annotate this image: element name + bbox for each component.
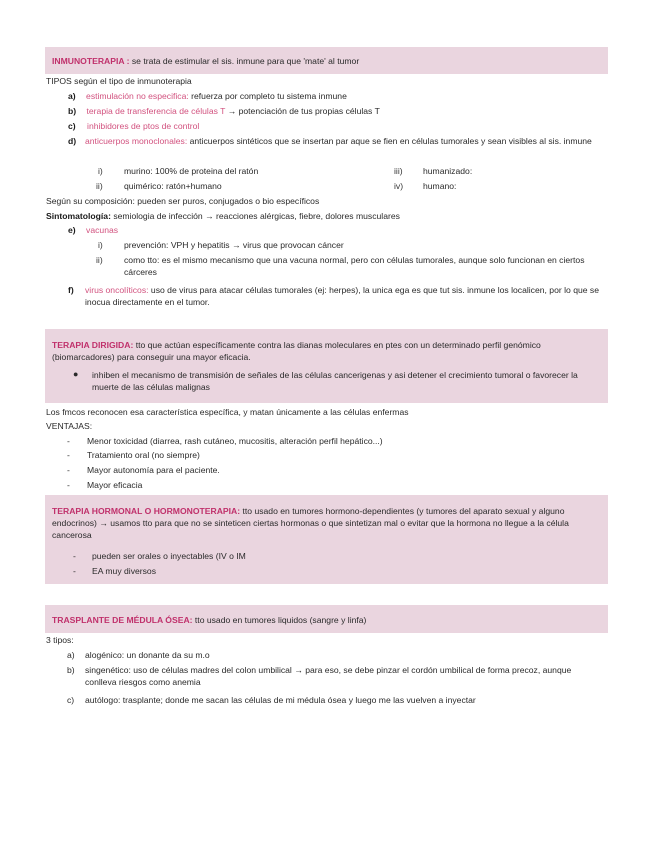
anticuerpo-ii-marker: ii)	[96, 181, 103, 191]
item-label: terapia de transferencia de células T	[86, 106, 226, 116]
ventaja-dash: -	[67, 436, 70, 446]
anticuerpo-iii-marker: iii)	[394, 166, 403, 176]
list-marker: a)	[68, 91, 76, 101]
inmuno-item-d	[85, 135, 605, 147]
vacuna-ii-marker: ii)	[96, 255, 103, 265]
inmuno-item-c	[68, 120, 199, 132]
virus-marker: f)	[68, 285, 74, 295]
item-text: uso de virus para atacar células tumorales (ej: herpes), la unica ega es que tut sis. inmune los localicen, por lo que se inocua directamente en el tumor.	[85, 285, 599, 307]
virus-item	[85, 284, 605, 308]
hormonal-dash: -	[73, 551, 76, 561]
sinto-text: semiologia de infección → reacciones alérgicas, fiebre, dolores musculares	[110, 211, 400, 221]
trasplante-title: TRASPLANTE DE MÉDULA ÓSEA:	[52, 615, 193, 625]
ventaja-dash: -	[67, 465, 70, 475]
ventaja-item: Mayor eficacia	[87, 480, 143, 490]
anticuerpo-i: murino: 100% de proteina del ratón	[124, 166, 259, 176]
trasplante-item-a-marker: a)	[67, 650, 75, 660]
anticuerpo-iv: humano:	[423, 181, 457, 191]
inmuno-tipos-heading: TIPOS según el tipo de inmunoterapia	[46, 76, 192, 86]
hormonal-header	[52, 505, 607, 541]
inmuno-item-b	[68, 105, 380, 117]
item-label: anticuerpos monoclonales:	[85, 136, 188, 146]
dirigida-header	[52, 339, 602, 363]
ventaja-item: Mayor autonomía para el paciente.	[87, 465, 220, 475]
list-marker: c)	[68, 121, 76, 131]
hormonal-item: EA muy diversos	[92, 566, 156, 576]
item-label: estimulación no especifica:	[86, 91, 189, 101]
ventaja-dash: -	[67, 450, 70, 460]
anticuerpo-iv-marker: iv)	[394, 181, 404, 191]
ventaja-dash: -	[67, 480, 70, 490]
item-text: → potenciación de tus propias células T	[225, 106, 380, 116]
trasplante-item-b: singenético: uso de células madres del colon umbilical → para eso, se debe pinzar el cordón umbilical de forma precoz, aunque conlleva riesgos como anemia	[85, 665, 572, 687]
inmuno-item-d-marker: d)	[68, 136, 77, 146]
trasplante-tipos-heading: 3 tipos:	[46, 635, 74, 645]
sinto-label: Sintomatología:	[46, 211, 111, 221]
inmuno-item-a	[68, 90, 347, 102]
anticuerpo-i-marker: i)	[98, 166, 103, 176]
vacuna-ii: como tto: es el mismo mecanismo que una vacuna normal, pero con células tumorales, aunque solo funcionan en ciertos cárceres	[124, 255, 585, 277]
item-label: inhibidores de ptos de control	[87, 121, 200, 131]
item-text: anticuerpos sintéticos que se insertan par aque se fien en células tumorales y sean visibles al sis. inmune	[187, 136, 592, 146]
inmuno-desc: se trata de estimular el sis. inmune para que 'mate' al tumor	[129, 56, 360, 66]
trasplante-header	[52, 614, 366, 626]
composicion-text: Según su composición: pueden ser puros, conjugados o bio específicos	[46, 196, 320, 206]
hormonal-dash: -	[73, 566, 76, 576]
inmuno-title: INMUNOTERAPIA :	[52, 56, 130, 66]
trasplante-desc: tto usado en tumores liquidos (sangre y linfa)	[192, 615, 367, 625]
item-label: vacunas	[86, 225, 119, 235]
dirigida-title: TERAPIA DIRIGIDA:	[52, 340, 134, 350]
dirigida-desc: tto que actúan específicamente contra las dianas moleculares en ptes con un determinado perfil genómico (biomarcadores) para conseguir una mayor eficacia.	[52, 340, 541, 362]
hormonal-item: pueden ser orales o inyectables (IV o IM	[92, 551, 246, 561]
inmuno-header	[52, 55, 359, 67]
list-marker: b)	[68, 106, 77, 116]
dirigida-bullet: inhiben el mecanismo de transmisión de señales de las células cancerigenas y asi detener el crecimiento tumoral o favorecer la muerte de las células malignas	[92, 370, 578, 392]
bullet-icon: ●	[73, 369, 79, 379]
ventaja-item: Tratamiento oral (no siempre)	[87, 450, 200, 460]
hormonal-title: TERAPIA HORMONAL O HORMONOTERAPIA:	[52, 506, 241, 516]
hormonal-desc: tto usado en tumores hormono-dependientes (y tumores del aparato sexual y alguno endocrinos) → usamos tto para que no se sinteticen ciertas hormonas o que sintetizan mal o evitar que la hormona no llegue a la célula cancerosa	[52, 506, 569, 540]
item-label: virus oncolíticos:	[85, 285, 149, 295]
trasplante-item-a: alogénico: un donante da su m.o	[85, 650, 210, 660]
trasplante-item-b-marker: b)	[67, 665, 75, 675]
vacunas-item	[68, 224, 118, 236]
trasplante-item-c: autólogo: trasplante; donde me sacan las células de mi médula ósea y luego me las vuelven a inyectar	[85, 695, 476, 705]
item-text: refuerza por completo tu sistema inmune	[188, 91, 347, 101]
anticuerpo-ii: quimérico: ratón+humano	[124, 181, 222, 191]
ventaja-item: Menor toxicidad (diarrea, rash cutáneo, mucositis, alteración perfil hepático...)	[87, 436, 383, 446]
anticuerpo-iii: humanizado:	[423, 166, 473, 176]
list-marker: e)	[68, 225, 76, 235]
trasplante-item-c-marker: c)	[67, 695, 75, 705]
vacuna-i: prevención: VPH y hepatitis → virus que provocan cáncer	[124, 240, 344, 250]
vacuna-i-marker: i)	[98, 240, 103, 250]
fmcos-text: Los fmcos reconocen esa característica específica, y matan únicamente a las células enfermas	[46, 407, 409, 417]
ventajas-heading: VENTAJAS:	[46, 421, 93, 431]
sintomatologia	[46, 210, 400, 222]
